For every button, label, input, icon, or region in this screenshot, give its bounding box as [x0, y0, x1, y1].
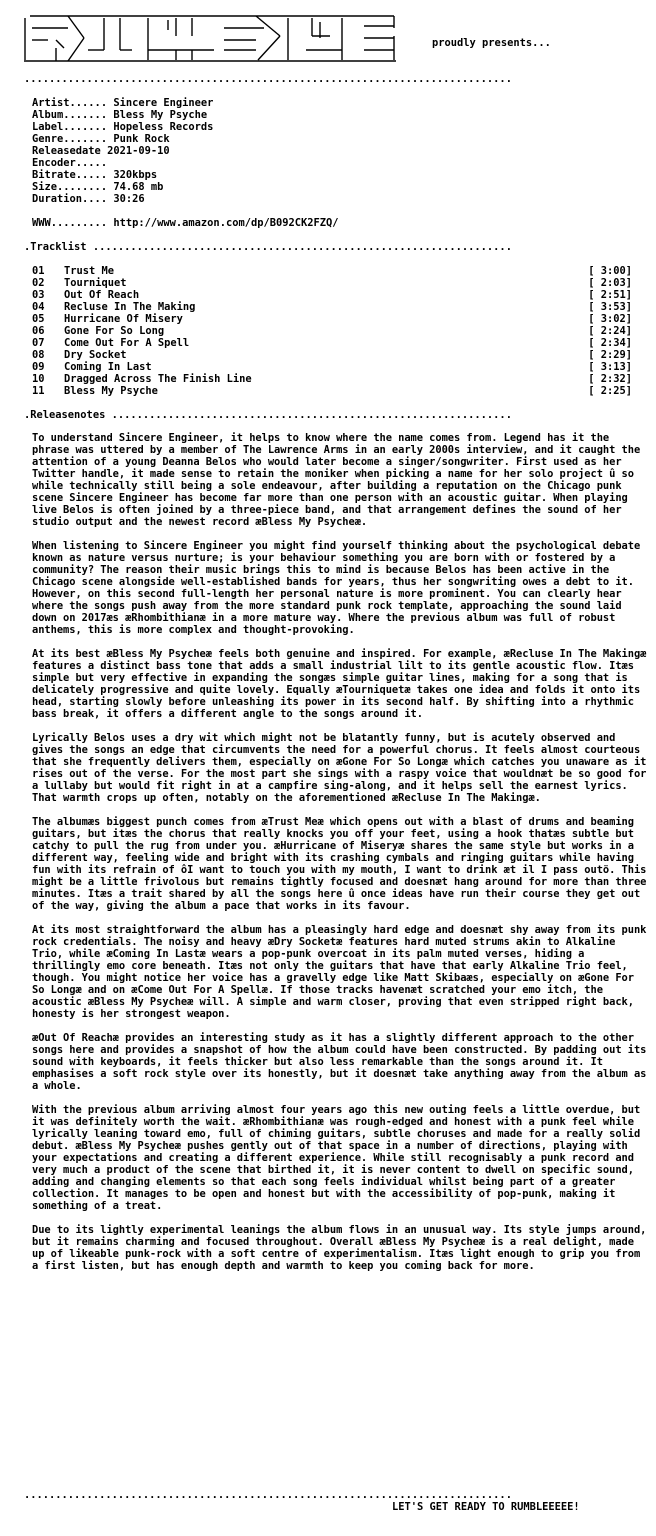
info-row-bitrate [32, 169, 213, 181]
releasenotes-paragraph: With the previous album arriving almost four years ago this new outing feels a little overdue, but it was definitely worth the wait. æRhombithianæ was rough-edged and honest with a punk feel while lyrically leaning toward emo, full of chiming guitars, subtle choruses and made for a really solid debut. æBless My Psycheæ pushes gently out of that space in a number of directions, playing with your expectations and creating a different experience. While still recognisably a punk record and very much a product of the scene that birthed it, it is never content to dwell on specific sound, adding and changing elements so that each song feels individual whilst being part of a greater collection. It manages to be open and honest but with the accessibility of pop-punk, making it something of a treat. [32, 1104, 641, 1212]
track-duration: [ 2:25] [588, 385, 632, 397]
track-duration: [ 2:24] [588, 325, 632, 337]
track-number: 10 [32, 373, 45, 385]
releasenotes-body [32, 432, 652, 1284]
track-title: Tourniquet [64, 277, 127, 289]
track-duration: [ 3:53] [588, 301, 632, 313]
info-row-artist [32, 97, 213, 109]
info-row-size [32, 181, 213, 193]
track-title: Dragged Across The Finish Line [64, 373, 252, 385]
track-row [32, 289, 632, 301]
info-value: Punk Rock [113, 133, 170, 145]
track-number: 09 [32, 361, 45, 373]
track-row [32, 385, 632, 397]
track-number: 11 [32, 385, 45, 397]
releasenotes-paragraph: Lyrically Belos uses a dry wit which might not be blatantly funny, but is acutely observed and gives the songs an edge that circumvents the need for a powerful chorus. It feels almost courteous that she frequently delivers them, especially on æGone For So Longæ which catches you unaware as it rises out of the verse. For the most part she sings with a raspy voice that wouldnæt be so good for a lullaby but would fit right in at a campfire sing-along, and it helps sell the earnest lyrics. That warmth crops up often, notably on the aforementioned æRecluse In The Makingæ. [32, 732, 647, 804]
track-duration: [ 3:00] [588, 265, 632, 277]
info-label: Artist...... [32, 97, 108, 109]
separator-bottom: .............................................................................. [24, 1489, 512, 1501]
track-number: 04 [32, 301, 45, 313]
tracklist-heading: .Tracklist ................................................................... [24, 241, 512, 253]
track-number: 01 [32, 265, 45, 277]
info-label: Encoder..... [32, 157, 108, 169]
track-row [32, 349, 632, 361]
track-row [32, 361, 632, 373]
info-row-genre [32, 133, 213, 145]
info-label: Duration.... [32, 193, 108, 205]
track-row [32, 373, 632, 385]
info-label: Genre....... [32, 133, 108, 145]
tracklist [32, 265, 632, 397]
separator-top: .............................................................................. [24, 73, 512, 85]
track-title: Hurricane Of Misery [64, 313, 183, 325]
www-link[interactable]: http://www.amazon.com/dp/B092CK2FZQ/ [113, 217, 339, 229]
track-number: 08 [32, 349, 45, 361]
releasenotes-paragraph: The albumæs biggest punch comes from æTrust Meæ which opens out with a blast of drums and beaming guitars, but itæs the chorus that really knocks you off your feet, using a hook thatæs subtle but catchy to pull the rug from under you. æHurricane of Miseryæ shares the same style but works in a different way, feeling wide and bright with its crashing cymbals and ringing guitars while having fun with its refrain of ôI want to touch you with my mouth, I want to drink æt il I pass outö. This might be a little frivolous but remains tightly focused and doesnæt hang around for more than three minutes. Itæs a trait shared by all the songs here û once ideas have run their course they get out of the way, giving the album a pace that works in its favour. [32, 816, 647, 912]
track-row [32, 325, 632, 337]
info-value: 2021-09-10 [107, 145, 170, 157]
info-label: Album....... [32, 109, 108, 121]
track-row [32, 301, 632, 313]
track-number: 02 [32, 277, 45, 289]
track-title: Trust Me [64, 265, 115, 277]
releasenotes-heading: .Releasenotes ................................................................ [24, 409, 512, 421]
www-label: WWW......... [32, 217, 108, 229]
releasenotes-paragraph: When listening to Sincere Engineer you might find yourself thinking about the psychological debate known as nature versus nurture; is your behaviour something you are born with or fostered by a community? The reason their music brings this to mind is because Belos has been active in the Chicago scene alongside well-established bands for years, thus her songwriting owes a debt to it. However, on this second full-length her personal nature is more prominent. You can clearly hear where the songs push away from the more standard punk rock template, approaching the sound laid down on 2017æs æRhombithianæ in a more mature way. Where the previous album was full of robust anthems, this is more complex and thought-provoking. [32, 540, 641, 636]
track-title: Gone For So Long [64, 325, 165, 337]
info-label: Releasedate [32, 145, 101, 157]
track-row [32, 313, 632, 325]
track-duration: [ 2:34] [588, 337, 632, 349]
info-row-encoder [32, 157, 213, 169]
track-title: Dry Socket [64, 349, 127, 361]
releasenotes-paragraph: At its best æBless My Psycheæ feels both genuine and inspired. For example, æRecluse In The Makingæ features a distinct bass tone that adds a small industrial lilt to its gentle acoustic flow. Itæs simple but very effective in expanding the songæs simple guitar lines, making for a song that is delicately progressive and quite lovely. Equally æTourniquetæ takes one idea and folds it onto its head, starting slowly before unleashing its power in its second half. By shifting into a rhythmic bass break, it offers a different angle to the songs around it. [32, 648, 647, 720]
track-title: Recluse In The Making [64, 301, 196, 313]
info-value: 30:26 [113, 193, 145, 205]
releasenotes-paragraph: To understand Sincere Engineer, it helps to know where the name comes from. Legend has it the phrase was uttered by a member of The Lawrence Arms in an early 2000s interview, and it caught the attention of a young Deanna Belos who would later become a singer/songwriter. First used as her Twitter handle, it made sense to retain the moniker when picking a name for her solo project û so while technically still being a sole endeavour, after building a reputation on the Chicago punk scene Sincere Engineer has become far more than one person with an acoustic guitar. When playing live Belos is often joined by a three-piece band, and that arrangement defines the sound of her studio output and the newest record æBless My Psycheæ. [32, 432, 641, 528]
track-number: 05 [32, 313, 45, 325]
track-duration: [ 2:51] [588, 289, 632, 301]
info-label: Bitrate..... [32, 169, 108, 181]
info-value: Bless My Psyche [113, 109, 208, 121]
info-row-duration [32, 193, 213, 205]
release-info [32, 97, 213, 205]
info-value: 320kbps [113, 169, 158, 181]
www-row [32, 217, 339, 229]
track-title: Out Of Reach [64, 289, 140, 301]
track-duration: [ 3:02] [588, 313, 632, 325]
outro-text: LET'S GET READY TO RUMBLEEEEE! [392, 1501, 580, 1513]
track-title: Coming In Last [64, 361, 152, 373]
info-label: Label....... [32, 121, 108, 133]
track-duration: [ 2:32] [588, 373, 632, 385]
info-value: Hopeless Records [113, 121, 214, 133]
info-value: Sincere Engineer [113, 97, 214, 109]
info-row-releasedate [32, 145, 213, 157]
track-row [32, 337, 632, 349]
releasenotes-paragraph: æOut Of Reachæ provides an interesting study as it has a slightly different approach to the other songs here and provides a snapshot of how the album could have been constructed. By padding out its sound with keyboards, it feels thicker but also less remarkable than the songs around it. It emphasises a soft rock style over its honestly, but it doesnæt take anything away from the album as a whole. [32, 1032, 647, 1092]
info-label: Size........ [32, 181, 108, 193]
track-duration: [ 2:03] [588, 277, 632, 289]
track-duration: [ 3:13] [588, 361, 632, 373]
info-row-album [32, 109, 213, 121]
track-row [32, 265, 632, 277]
rumble-logo [24, 14, 400, 64]
track-number: 06 [32, 325, 45, 337]
track-title: Come Out For A Spell [64, 337, 190, 349]
track-title: Bless My Psyche [64, 385, 158, 397]
track-duration: [ 2:29] [588, 349, 632, 361]
rumble-logo-art [24, 14, 400, 64]
track-number: 03 [32, 289, 45, 301]
info-row-label [32, 121, 213, 133]
track-number: 07 [32, 337, 45, 349]
releasenotes-paragraph: At its most straightforward the album has a pleasingly hard edge and doesnæt shy away from its punk rock credentials. The noisy and heavy æDry Socketæ features hard muted strums akin to Alkaline Trio, while æComing In Lastæ wears a pop-punk overcoat in its palm muted verses, hiding a thrillingly emo core beneath. Itæs not only the guitars that have that early Alkaline Trio feel, though. You might notice her voice has a gravelly edge like Matt Skibaæs, especially on æGone For So Longæ and on æCome Out For A Spellæ. If those tracks havenæt scratched your emo itch, the acoustic æBless My Psycheæ will. A simple and warm closer, proving that even stripped right back, honesty is her strongest weapon. [32, 924, 647, 1020]
info-value: 74.68 mb [113, 181, 164, 193]
releasenotes-paragraph: Due to its lightly experimental leanings the album flows in an unusual way. Its style jumps around, but it remains charming and focused throughout. Overall æBless My Psycheæ is a real delight, made up of likeable punk-rock with a soft centre of experimentalism. Itæs light enough to grip you from a first listen, but has enough depth and warmth to keep you coming back for more. [32, 1224, 647, 1272]
track-row [32, 277, 632, 289]
proudly-presents-text: proudly presents... [432, 37, 551, 49]
